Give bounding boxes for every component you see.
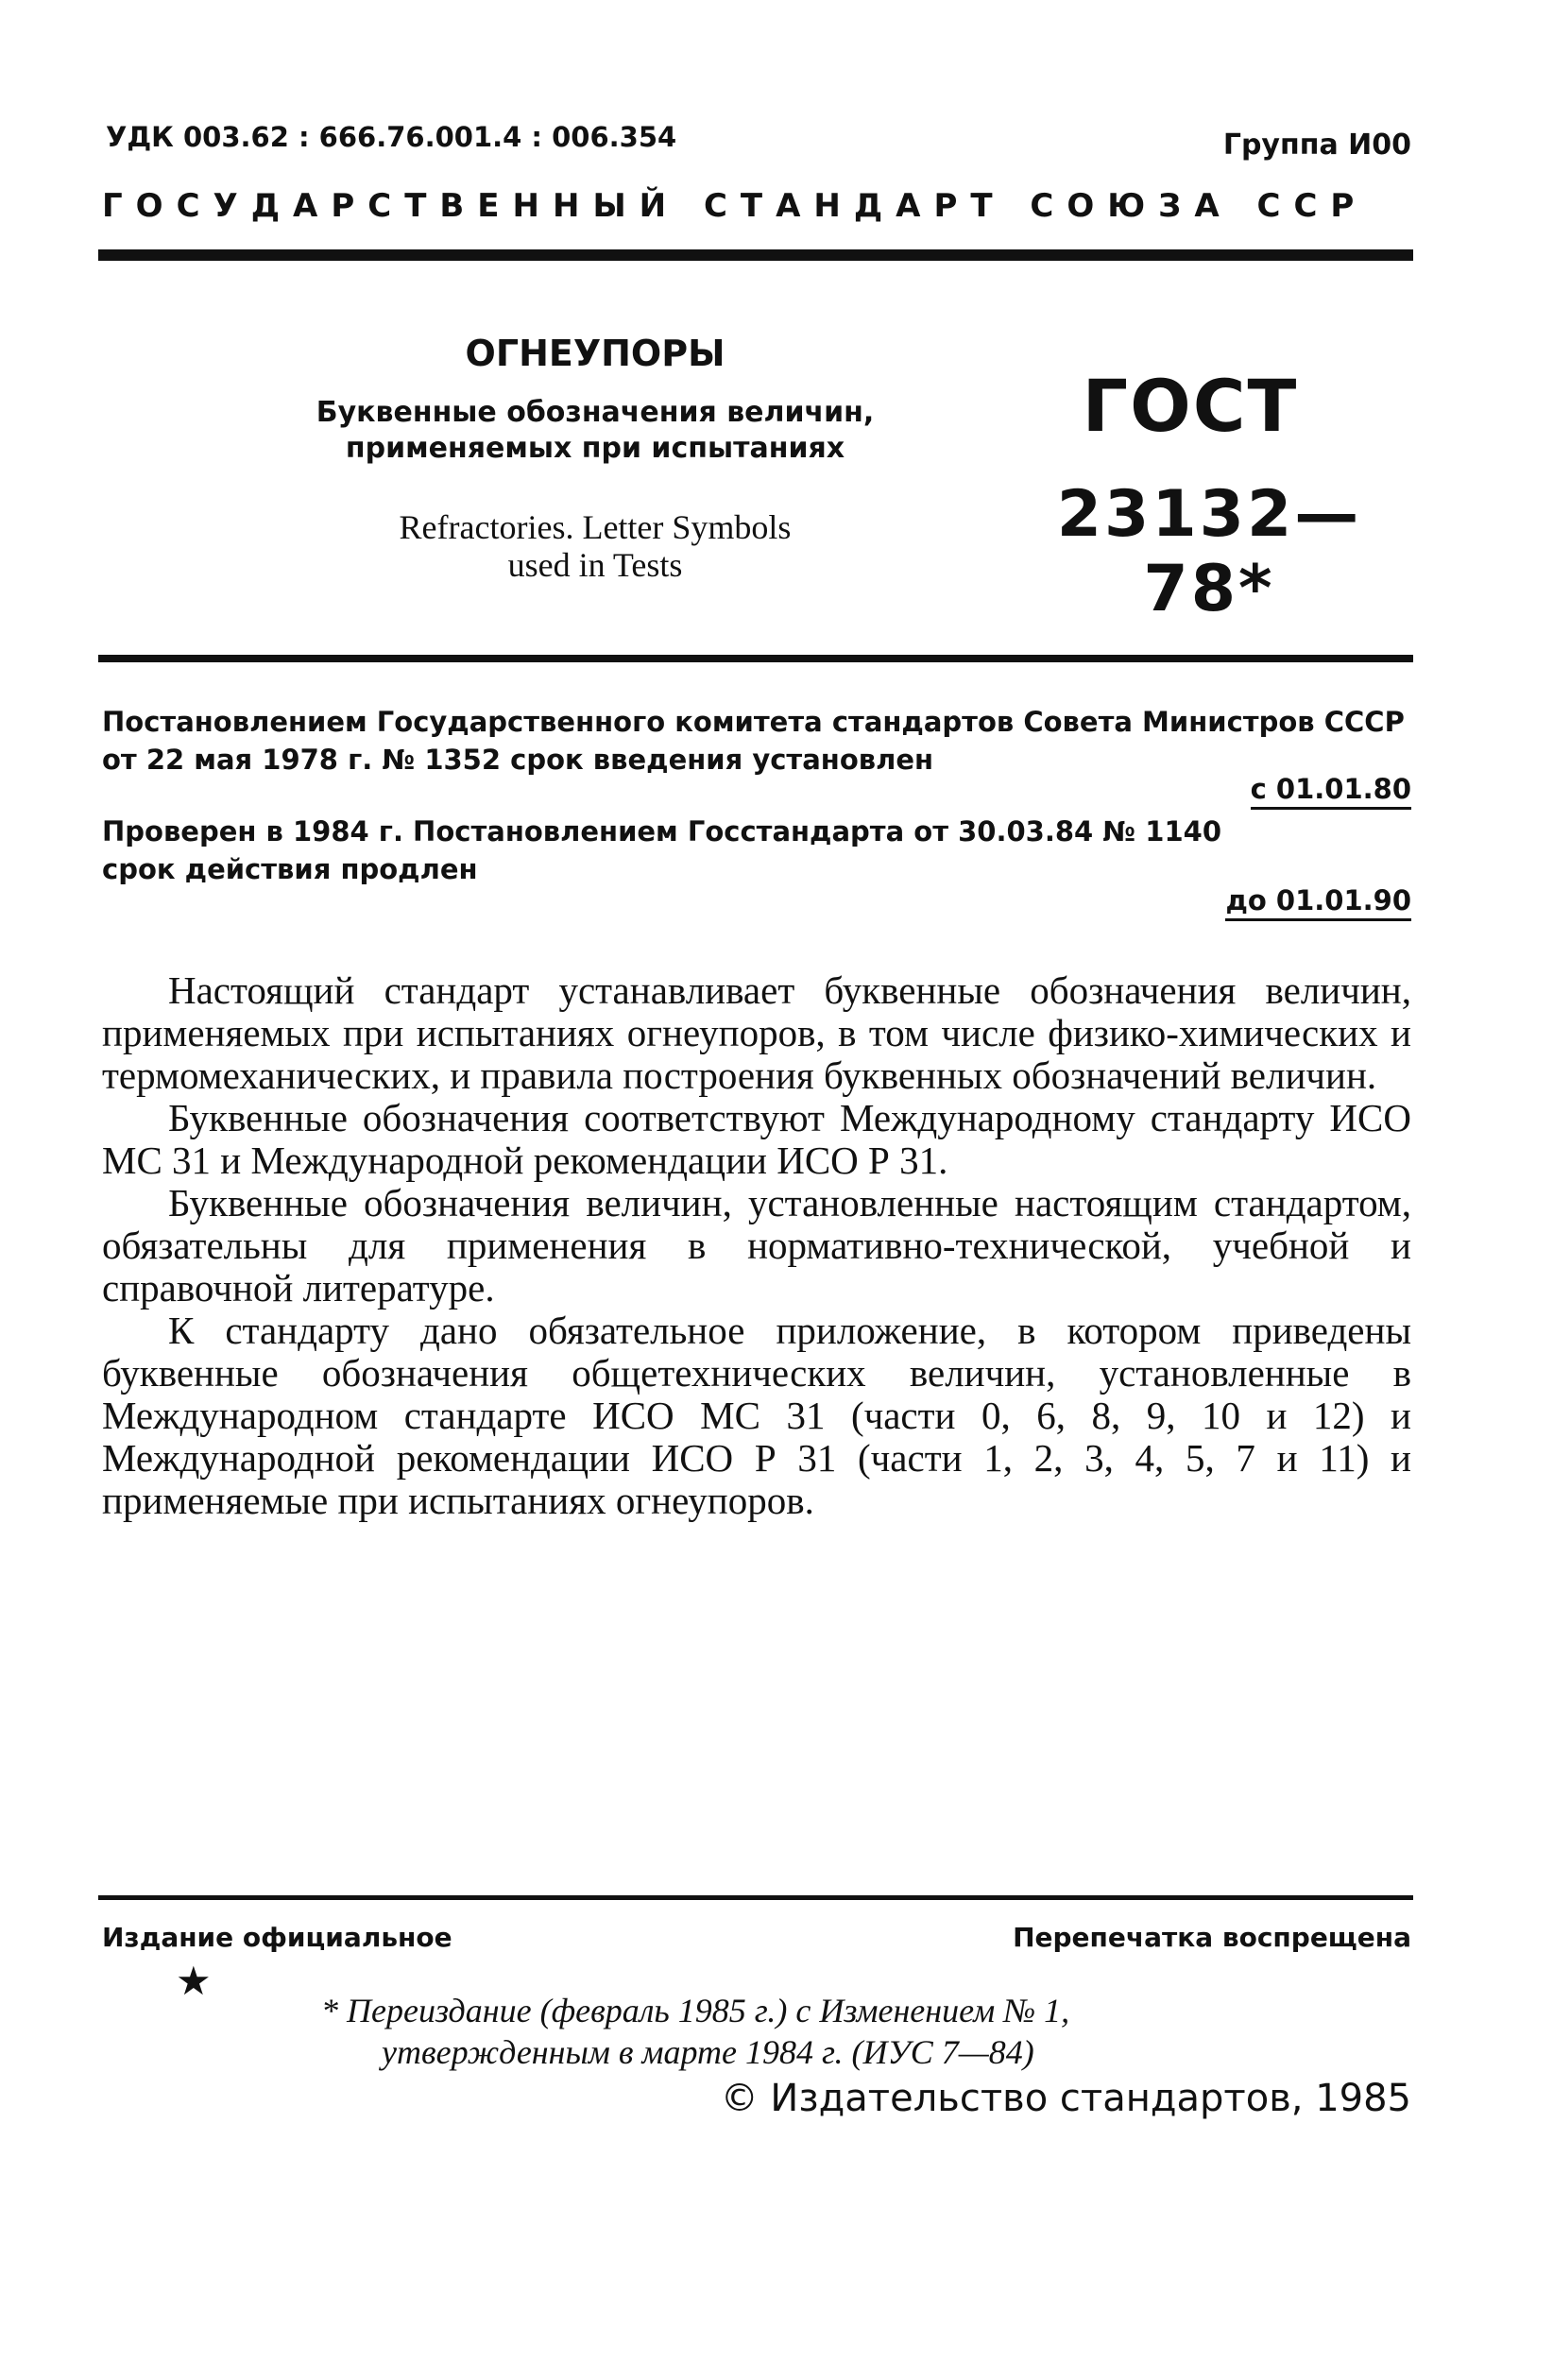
footnote-line: * Переиздание (февраль 1985 г.) с Изменением № 1,: [321, 1992, 1070, 2029]
verification-text: [102, 813, 1236, 888]
decree-line: Постановлением Государственного комитета стандартов Совета Министров СССР: [102, 706, 1405, 738]
subtitle-line: применяемых при испытаниях: [345, 432, 845, 465]
gost-number: 23132—78*: [1056, 477, 1362, 626]
bottom-rule: [98, 1895, 1413, 1900]
paragraph: К стандарту дано обязательное приложение, в котором приведены буквенные обозначения общетехнических величин, установленные в Международном стандарте ИСО МС 31 (части 0, 6, 8, 9, 10 и 12) и Международной рекомендации ИСО Р 31 (части 1, 2, 3, 4, 5, 7 и 11) и применяемые при испытаниях огнеупоров.: [102, 1309, 1411, 1522]
english-title-line: Refractories. Letter Symbols: [399, 508, 792, 546]
paragraph: Настоящий стандарт устанавливает буквенные обозначения величин, применяемых при испытаниях огнеупоров, в том числе физико-химических и термомеханических, и правила построения буквенных обозначений величин.: [102, 968, 1411, 1097]
body-text: [102, 969, 1411, 1522]
reissue-footnote: [321, 1990, 1360, 2073]
paragraph: Буквенные обозначения величин, установленные настоящим стандартом, обязательны для применения в нормативно-технической, учебной и справочной литературе.: [102, 1181, 1411, 1310]
reprint-notice: Перепечатка воспрещена: [1013, 1922, 1411, 1953]
decree-text: [102, 703, 1415, 779]
footnote-line: утвержденным в марте 1984 г. (ИУС 7—84): [382, 2033, 1034, 2071]
verification-line: срок действия продлен: [102, 853, 478, 885]
gost-label: ГОСТ: [1082, 364, 1299, 448]
top-rule: [98, 249, 1413, 261]
state-standard-heading: ГОСУДАРСТВЕННЫЙ СТАНДАРТ СОЮЗА ССР: [102, 187, 1368, 225]
effective-date: с 01.01.80: [1251, 773, 1411, 810]
english-title: [274, 508, 916, 584]
group-code: Группа И00: [1222, 128, 1411, 162]
document-title: ОГНЕУПОРЫ: [465, 333, 725, 374]
udc-code: УДК 003.62 : 666.76.001.4 : 006.354: [106, 121, 677, 153]
verification-line: Проверен в 1984 г. Постановлением Госстандарта от 30.03.84 № 1140: [102, 815, 1222, 848]
middle-rule: [98, 655, 1413, 662]
star-icon: ★: [176, 1958, 212, 2004]
english-title-line: used in Tests: [507, 546, 683, 584]
publisher-copyright: © Издательство стандартов, 1985: [720, 2077, 1411, 2120]
expiry-date: до 01.01.90: [1225, 884, 1411, 921]
official-edition-label: Издание официальное: [102, 1922, 452, 1953]
paragraph: Буквенные обозначения соответствуют Международному стандарту ИСО МС 31 и Международной рекомендации ИСО Р 31.: [102, 1096, 1411, 1182]
decree-line: от 22 мая 1978 г. № 1352 срок введения установлен: [102, 744, 934, 776]
subtitle-line: Буквенные обозначения величин,: [316, 396, 875, 429]
document-subtitle: [255, 395, 935, 467]
